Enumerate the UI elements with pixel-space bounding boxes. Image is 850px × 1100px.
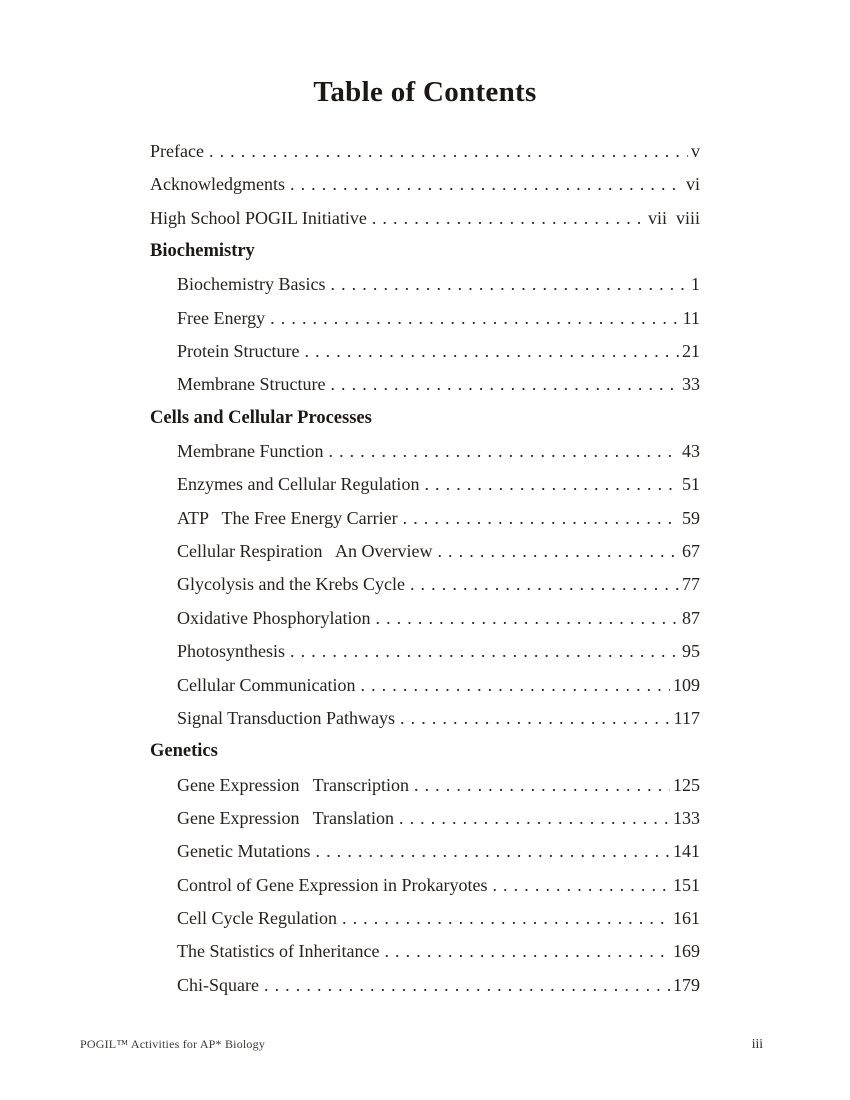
toc-page-number: 125: [673, 774, 700, 795]
toc-row: [150, 802, 700, 835]
toc-row: [150, 635, 700, 668]
toc-leader-dots: [372, 202, 645, 235]
toc-list: [150, 135, 700, 1002]
toc-entry-label: The Statistics of Inheritance: [177, 941, 380, 962]
toc-row: [150, 202, 700, 235]
toc-entry-label: Control of Gene Expression in Prokaryotes: [177, 874, 488, 895]
footer-book-title: POGIL™ Activities for AP* Biology: [80, 1037, 266, 1051]
toc-page-number: 67: [682, 541, 700, 562]
toc-leader-dots: [290, 168, 683, 201]
toc-page-number: vi: [685, 174, 700, 195]
toc-leader-dots: [264, 969, 670, 1002]
toc-entry-label: Cellular Communication: [177, 674, 356, 695]
toc-page-number: 77: [682, 574, 700, 595]
toc-entry-label: Enzymes and Cellular Regulation: [177, 474, 420, 495]
toc-page-number: 51: [682, 474, 700, 495]
toc-page-number: 151: [673, 874, 700, 895]
toc-row: [150, 468, 700, 501]
toc-page-number: 109: [673, 674, 700, 695]
toc-entry-label: Cellular Respiration An Overview: [177, 541, 433, 562]
toc-page-number: v: [691, 141, 700, 161]
toc-row: [150, 602, 700, 635]
toc-entry-label: Biochemistry Basics: [177, 274, 326, 295]
toc-page-number: 133: [673, 807, 700, 828]
footer-page-number: iii: [751, 1036, 763, 1051]
toc-leader-dots: [360, 669, 670, 702]
toc-leader-dots: [414, 769, 670, 802]
toc-row: [150, 735, 700, 768]
toc-entry-label: Acknowledgments: [150, 174, 285, 195]
toc-leader-dots: [330, 368, 679, 401]
toc-row: [150, 702, 700, 735]
toc-leader-dots: [437, 535, 679, 568]
toc-row: [150, 302, 700, 335]
toc-page-number: 141: [673, 841, 700, 862]
toc-page-number: 169: [673, 941, 700, 962]
toc-entry-label: Protein Structure: [177, 341, 300, 362]
toc-leader-dots: [209, 135, 688, 168]
toc-page-number: 117: [673, 707, 700, 728]
toc-row: [150, 268, 700, 301]
toc-entry-label: Cells and Cellular Processes: [150, 407, 372, 428]
toc-entry-label: Genetics: [150, 741, 218, 762]
toc-entry-label: Oxidative Phosphorylation: [177, 607, 371, 628]
toc-leader-dots: [424, 468, 679, 501]
toc-row: [150, 568, 700, 601]
toc-entry-label: High School POGIL Initiative: [150, 207, 367, 228]
toc-leader-dots: [330, 268, 688, 301]
toc-row: [150, 235, 700, 268]
toc-page-number: 1: [691, 274, 700, 295]
toc-page-number: 161: [673, 907, 700, 928]
toc-page-number: 11: [682, 307, 700, 328]
toc-leader-dots: [384, 935, 670, 968]
toc-leader-dots: [399, 802, 670, 835]
toc-row: [150, 935, 700, 968]
toc-row: [150, 969, 700, 1002]
toc-leader-dots: [290, 635, 679, 668]
toc-leader-dots: [342, 902, 670, 935]
toc-entry-label: Photosynthesis: [177, 641, 286, 662]
toc-leader-dots: [270, 302, 680, 335]
toc-leader-dots: [315, 835, 670, 868]
toc-entry-label: Glycolysis and the Krebs Cycle: [177, 574, 405, 595]
toc-page-number: 179: [673, 974, 700, 995]
page-title: Table of Contents: [313, 76, 537, 108]
toc-row: [150, 535, 700, 568]
toc-leader-dots: [492, 869, 670, 902]
toc-page-number: vii viii: [647, 207, 700, 228]
toc-leader-dots: [328, 435, 679, 468]
toc-page-number: 59: [682, 507, 700, 528]
toc-row: [150, 869, 700, 902]
toc-entry-label: Chi-Square: [177, 974, 259, 995]
toc-page-number: 43: [682, 441, 700, 462]
toc-row: [150, 335, 700, 368]
toc-row: [150, 435, 700, 468]
toc-entry-label: Cell Cycle Regulation: [177, 907, 337, 928]
toc-entry-label: Gene Expression Transcription: [177, 774, 409, 795]
toc-row: [150, 502, 700, 535]
toc-leader-dots: [375, 602, 679, 635]
toc-page-number: 33: [682, 374, 700, 395]
toc-row: [150, 902, 700, 935]
toc-entry-label: Signal Transduction Pathways: [177, 707, 396, 728]
toc-row: [150, 168, 700, 201]
toc-page-number: 87: [682, 607, 700, 628]
toc-row: [150, 402, 700, 435]
toc-entry-label: ATP The Free Energy Carrier: [177, 507, 398, 528]
toc-entry-label: Free Energy: [177, 307, 266, 328]
toc-entry-label: Genetic Mutations: [177, 841, 311, 862]
toc-row: [150, 769, 700, 802]
page-footer: [80, 1036, 763, 1052]
toc-row: [150, 368, 700, 401]
toc-leader-dots: [403, 502, 679, 535]
toc-entry-label: Membrane Function: [177, 441, 324, 462]
toc-page-number: 21: [682, 341, 700, 362]
toc-row: [150, 835, 700, 868]
toc-entry-label: Preface: [150, 141, 204, 161]
toc-row: [150, 135, 700, 168]
toc-entry-label: Membrane Structure: [177, 374, 326, 395]
toc-leader-dots: [410, 568, 679, 601]
toc-leader-dots: [304, 335, 679, 368]
toc-row: [150, 669, 700, 702]
toc-entry-label: Gene Expression Translation: [177, 807, 394, 828]
toc-page-number: 95: [682, 641, 700, 662]
toc-leader-dots: [400, 702, 671, 735]
toc-entry-label: Biochemistry: [150, 241, 255, 262]
